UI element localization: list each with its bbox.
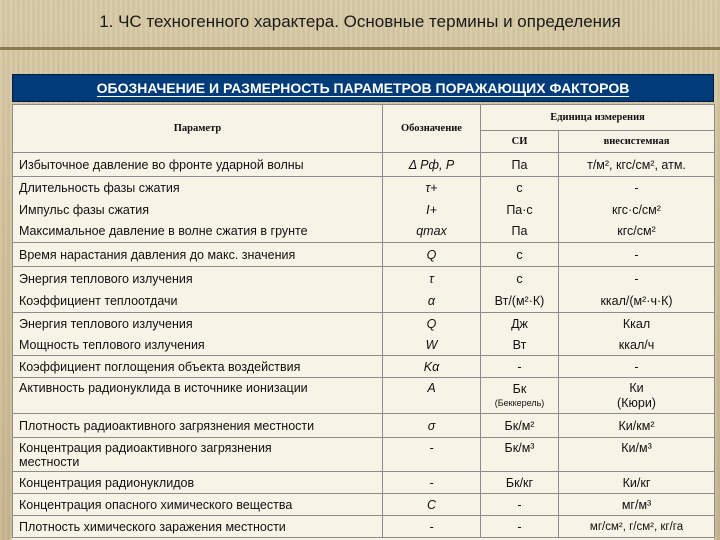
unit-si: с: [481, 243, 559, 267]
unit-si: Вт: [481, 335, 559, 356]
parameters-table-container: [12, 104, 714, 540]
table-row: [13, 335, 715, 356]
table-row: [13, 221, 715, 243]
param-symbol: W: [383, 335, 481, 356]
unit-si-note: (Беккерель): [494, 397, 545, 408]
unit-si: Бк/кг: [481, 472, 559, 494]
unit-si: Па: [481, 221, 559, 243]
param-name: Максимальное давление в волне сжатия в грунте: [13, 221, 383, 243]
table-row: [13, 177, 715, 199]
param-name: Время нарастания давления до макс. значения: [13, 243, 383, 267]
table-row: [13, 494, 715, 516]
header-si: СИ: [481, 131, 559, 153]
param-name: Энергия теплового излучения: [13, 313, 383, 335]
header-param: Параметр: [13, 105, 383, 153]
unit-si: Дж: [481, 313, 559, 335]
unit-si: Па·с: [481, 199, 559, 221]
param-name-cell: [13, 438, 383, 472]
param-symbol: Q: [383, 313, 481, 335]
table-row: [13, 291, 715, 313]
param-name: Коэффициент теплоотдачи: [13, 291, 383, 313]
title-divider: [0, 47, 720, 50]
unit-si: Бк: [512, 381, 527, 396]
table-row: [13, 472, 715, 494]
param-name: Мощность теплового излучения: [13, 335, 383, 356]
unit-ext: ккал/ч: [559, 335, 715, 356]
unit-si: -: [481, 494, 559, 516]
unit-ext: мг/см², г/см², кг/га: [559, 516, 715, 538]
unit-ext-cell: [559, 378, 715, 414]
unit-ext: кгс·с/см²: [559, 199, 715, 221]
page-title: 1. ЧС техногенного характера. Основные термины и определения: [99, 12, 621, 31]
unit-si: -: [481, 516, 559, 538]
param-symbol: τ: [383, 267, 481, 291]
unit-ext-note: (Кюри): [617, 395, 656, 410]
unit-ext: Ки/кг: [559, 472, 715, 494]
param-name: Длительность фазы сжатия: [13, 177, 383, 199]
unit-si: -: [481, 356, 559, 378]
header-ext: внесистемная: [559, 131, 715, 153]
table-row: [13, 199, 715, 221]
unit-ext: -: [559, 356, 715, 378]
unit-si: Вт/(м²·К): [481, 291, 559, 313]
table-row: [13, 267, 715, 291]
unit-ext: кгс/см²: [559, 221, 715, 243]
unit-ext: -: [559, 243, 715, 267]
param-symbol: -: [383, 472, 481, 494]
param-name: Активность радионуклида в источнике ионизации: [13, 378, 383, 414]
unit-si: Бк/м²: [481, 414, 559, 438]
unit-si-cell: [481, 378, 559, 414]
param-name-cont: местности: [19, 454, 80, 469]
header-unit: Единица измерения: [481, 105, 715, 131]
unit-ext: Ккал: [559, 313, 715, 335]
param-symbol: Kα: [383, 356, 481, 378]
param-name: Концентрация радиоактивного загрязнения: [19, 440, 272, 455]
unit-si: Па: [481, 153, 559, 177]
table-row: [13, 516, 715, 538]
table-row: [13, 378, 715, 414]
unit-ext: -: [559, 267, 715, 291]
param-name: Коэффициент поглощения объекта воздействия: [13, 356, 383, 378]
unit-si: с: [481, 177, 559, 199]
param-name: Концентрация радионуклидов: [13, 472, 383, 494]
param-symbol: С: [383, 494, 481, 516]
unit-ext: Ки/км²: [559, 414, 715, 438]
table-banner: [12, 74, 714, 102]
param-symbol: qmax: [383, 221, 481, 243]
unit-ext: Ки/м³: [559, 438, 715, 472]
table-row: [13, 438, 715, 472]
unit-ext: мг/м³: [559, 494, 715, 516]
param-name: Плотность радиоактивного загрязнения местности: [13, 414, 383, 438]
param-symbol: -: [383, 438, 481, 472]
param-name: Концентрация опасного химического вещества: [13, 494, 383, 516]
param-symbol: -: [383, 516, 481, 538]
unit-ext: т/м², кгс/см², атм.: [559, 153, 715, 177]
param-name: Избыточное давление во фронте ударной волны: [13, 153, 383, 177]
parameters-table: [12, 104, 715, 538]
param-symbol: Δ Рф, Р: [383, 153, 481, 177]
table-row: [13, 313, 715, 335]
param-symbol: τ+: [383, 177, 481, 199]
unit-ext: ккал/(м²·ч·К): [559, 291, 715, 313]
unit-ext: -: [559, 177, 715, 199]
table-row: [13, 153, 715, 177]
param-symbol: σ: [383, 414, 481, 438]
param-symbol: I+: [383, 199, 481, 221]
banner-text: ОБОЗНАЧЕНИЕ И РАЗМЕРНОСТЬ ПАРАМЕТРОВ ПОРАЖАЮЩИХ ФАКТОРОВ: [96, 79, 630, 96]
param-symbol: α: [383, 291, 481, 313]
table-row: [13, 356, 715, 378]
unit-si: Бк/м³: [481, 438, 559, 472]
unit-ext: Ки: [629, 380, 644, 395]
param-symbol: Q: [383, 243, 481, 267]
param-name: Энергия теплового излучения: [13, 267, 383, 291]
param-symbol: A: [383, 378, 481, 414]
param-name: Плотность химического заражения местности: [13, 516, 383, 538]
param-name: Импульс фазы сжатия: [13, 199, 383, 221]
header-symbol: Обозначение: [383, 105, 481, 153]
table-row: [13, 243, 715, 267]
unit-si: с: [481, 267, 559, 291]
table-row: [13, 414, 715, 438]
